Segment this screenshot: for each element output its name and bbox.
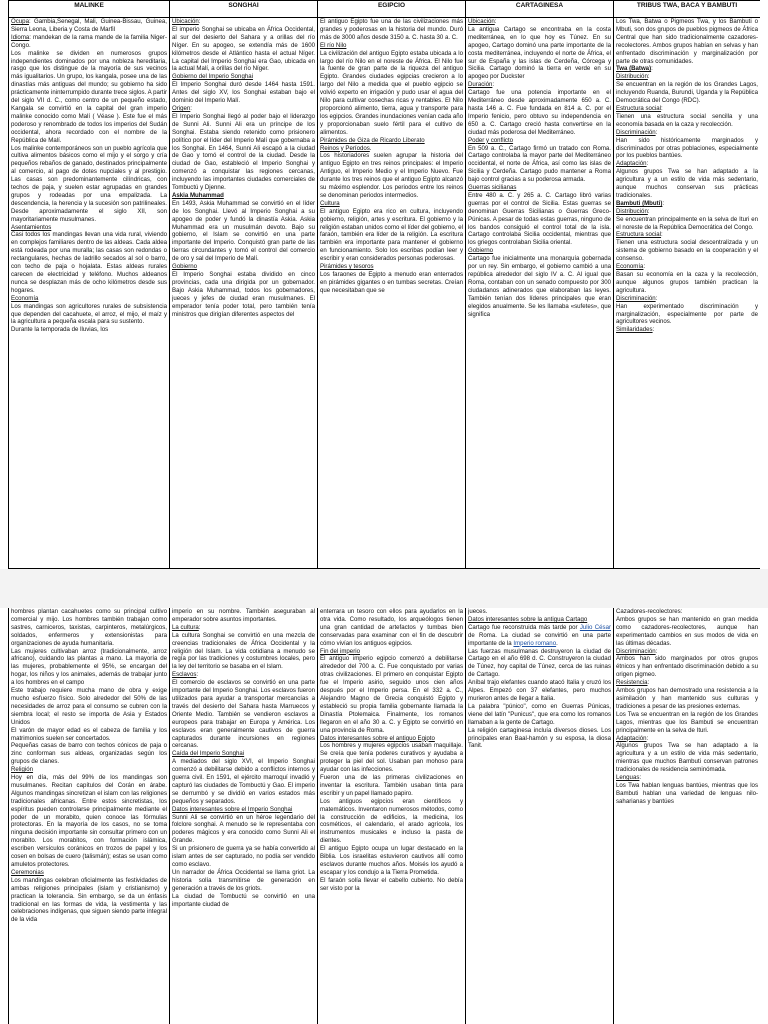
paragraph xyxy=(616,81,758,105)
paragraph xyxy=(616,608,758,616)
paragraph xyxy=(616,742,758,774)
paragraph-text: : xyxy=(198,623,201,631)
section-heading: Similaridades xyxy=(616,326,653,334)
paragraph-text: El varón de mayor edad es el cabeza de familia y los matrimonios suelen ser concertados. xyxy=(11,726,167,742)
paragraph-text: Ambos grupos han demostrado una resistencia a la asimilación y han mantenido sus culturas y tradiciones a pesar de las presiones externas. xyxy=(616,687,758,710)
paragraph-text: Las fuerzas musulmanas destruyeron la ciudad de Cartago en el año 698 d. C. Construyeron la ciudad de Túnez, hoy capital de Túnez, cerca de las ruinas de Cartago. xyxy=(468,647,611,679)
paragraph xyxy=(172,18,315,26)
section-heading: Duración xyxy=(468,81,493,89)
paragraph-text: El Imperio Songhai estaba dividido en cinco provincias, cada una dirigida por un gobernador. Bajo Askia Muhammad, todos los gobernadores, jueces y jefes de ciudad eran musulmanes. El emperador tenía poder total, pero también tenía ministros que dirigían diferentes aspectos del xyxy=(172,271,315,318)
paragraph xyxy=(468,184,611,192)
paragraph xyxy=(616,231,758,239)
paragraph xyxy=(11,224,167,232)
section-heading: El río Nilo xyxy=(320,41,347,49)
paragraph-text: Los malinke contemporáneos son un pueblo agrícola que cultiva alimentos básicos como el mijo y el sorgo y cría pequeños rebaños de ganado, destinados principalmente al comercio, al pago de dotes nupciales y al prestigio. Las casas son predominantemente cilíndricas, con techos de paja, y suelen estar agrupadas en grandes grupos y rodeadas por una empalizada. La descendencia, la herencia y la sucesión son patrilineales. Desde aproximadamente el siglo XII, son mayoritariamente musulmanes. xyxy=(11,144,167,223)
paragraph xyxy=(320,145,463,153)
paragraph xyxy=(616,616,758,648)
section-heading: Idioma xyxy=(11,33,30,41)
paragraph xyxy=(11,869,167,877)
paragraph-text: : xyxy=(643,263,646,271)
paragraph xyxy=(172,192,315,200)
paragraph-text: Sunni Ali se convirtió en un héroe legendario del folclore songhai. A menudo se le representaba con poderes mágicos y era conocido como Sunni Ali el Grande. xyxy=(172,813,315,845)
paragraph-text: : xyxy=(655,294,658,302)
section-heading: Cultura xyxy=(320,199,340,207)
section-heading: Distribución xyxy=(616,73,648,81)
paragraph-text: Los Twa hablan lenguas bantúes, mientras que los Bambuti hablan una variedad de lenguas nilo-saharianas y bantúes xyxy=(616,781,758,805)
paragraph-text: Cartago fue inicialmente una monarquía gobernada por un rey. Sin embargo, el gobierno cambió a una república alrededor del siglo IV a. C. Al igual que Roma, contaban con un senado compuesto por 300 ciudadanos adinerados que elaboraban las leyes. También tenían dos líderes principales que eran elegidos anualmente. Se les llamaba «sufetes», que significa xyxy=(468,255,611,318)
paragraph-text: Los malinke se dividen en numerosos grupos independientes dominados por una nobleza hereditaria, rasgo que los distingue de la mayoría de sus vecinos más igualitarios. Un grupo, los kangala, posee una de las dinastías más antiguas del mundo; su gobierno ha sido prácticamente ininterrumpido durante trece siglos. A partir del siglo VII d. C., como centro de un pequeño estado, Kangala se convirtió en la capital del gran imperio malinke conocido como Malí ( Véase ). Este fue el más poderoso y renombrado de todos los imperios del Sudán occidental, ahora recordado con el nombre de la República de Malí. xyxy=(11,49,167,144)
paragraph-text: Los Twa se encuentran en la región de los Grandes Lagos, mientras que los Bambuti se encuentran principalmente en la selva de Ituri. xyxy=(616,710,758,734)
section-heading: Pirámides y tesoros xyxy=(320,263,374,271)
paragraph xyxy=(172,73,315,81)
paragraph-text: Los mandingas son agricultores rurales de subsistencia que dependen del cacahuete, el arroz, el mijo, el maíz y la agricultura a pequeña escala para su sustento. xyxy=(11,302,167,326)
paragraph xyxy=(320,742,463,774)
paragraph-text: Pequeñas casas de barro con techos cónicos de paja o zinc conforman sus aldeas, organizadas según los grupos de clanes. xyxy=(11,742,167,766)
paragraph xyxy=(320,774,463,798)
section-heading: Economía xyxy=(11,294,39,302)
paragraph-text: Fueron una de las primeras civilizaciones en inventar la escritura. También usaban tinta para escribir y un papel llamado papiro. xyxy=(320,774,463,797)
paragraph xyxy=(320,50,463,137)
paragraph xyxy=(172,113,315,192)
paragraph-text: El antiguo Egipto era rico en cultura, incluyendo gobierno, religión, artes y escritura. El gobierno y la religión estaban unidos como el líder del gobierno, el faraón, también era líder de la religión. La escritura también era importante para mantener el gobierno en funcionamiento. Solo los escribas podían leer y escribir y eran considerados personas poderosas. xyxy=(320,207,463,263)
section-heading: Esclavos xyxy=(172,671,197,679)
paragraph xyxy=(616,216,758,232)
header-malinke: MALINKE xyxy=(9,1,170,18)
paragraph xyxy=(172,750,315,758)
paragraph-text: jueces. xyxy=(468,608,488,615)
section-heading: Resistencia xyxy=(616,679,648,687)
text-run: de Roma. La ciudad se convirtió en una parte importante de la xyxy=(468,631,611,647)
paragraph-text: imperio en su nombre. También aseguraban al emperador sobre asuntos importantes. xyxy=(172,608,315,623)
paragraph-text: Tienen una estructura social descentralizada y un sistema de gobierno basado en la cooperación y el consenso. xyxy=(616,239,758,263)
section-heading: Datos interesantes sobre el Imperio Songhai xyxy=(172,805,293,813)
paragraph xyxy=(616,271,758,295)
section-heading: Datos interesantes sobre la antigua Cartago xyxy=(468,615,588,623)
paragraph-text: El Imperio Songhai duró desde 1464 hasta 1591. Antes del siglo XV, los Songhai estaban bajo el dominio del Imperio Malí. xyxy=(172,81,315,105)
paragraph xyxy=(11,727,167,743)
paragraph-text: enterrara un tesoro con ellos para ayudarlos en la otra vida. Como resultado, los arqueólogos tienen una gran cantidad de artefactos y tumbas bien conservadas para examinar con el fin de descubrir cómo vivían los antiguos egipcios. xyxy=(320,608,463,647)
section-heading: Economía xyxy=(616,263,644,271)
paragraph-text: El faraón solía llevar el cabello cubierto. No debía ser visto por la xyxy=(320,876,463,892)
paragraph xyxy=(468,727,611,751)
paragraph xyxy=(320,655,463,734)
paragraph xyxy=(172,624,315,632)
paragraph xyxy=(11,766,167,774)
paragraph-text: Han sido históricamente marginados y discriminados por otras poblaciones, especialmente por los pueblos bantúes. xyxy=(616,136,758,160)
paragraph xyxy=(172,806,315,814)
paragraph xyxy=(11,648,167,688)
cell-malinke xyxy=(9,608,170,1024)
paragraph xyxy=(11,742,167,766)
paragraph-text: Casi todos los mandingas llevan una vida rural, viviendo en complejos familiares dentro de las aldeas. Cada aldea está rodeada por una muralla; las casas son redondas o rectangulares, hechas de ladrillo secados al sol o barro, con techo de paja o hojalata. Estas aldeas rurales carecen de electricidad y teléfono. Muchos aldeanos nunca se desplazan más de ocho kilómetros desde sus hogares. xyxy=(11,231,167,294)
paragraph xyxy=(616,687,758,711)
paragraph xyxy=(468,247,611,255)
paragraph-text: Los historiadores suelen agrupar la historia del antiguo Egipto en tres reinos principales: el Imperio Antiguo, el Imperio Medio y el Imperio Nuevo. Fue durante los tres reinos que el antiguo Egipto alcanzó su máximo esplendor. Los periodos entre los reinos se denominan periodos intermedios. xyxy=(320,152,463,199)
paragraph-text: : xyxy=(196,671,199,679)
paragraph xyxy=(320,263,463,271)
paragraph xyxy=(468,703,611,727)
paragraph xyxy=(172,845,315,869)
paragraph-text: : xyxy=(647,679,650,687)
paragraph xyxy=(468,81,611,89)
paragraph xyxy=(616,326,758,334)
paragraph xyxy=(616,73,758,81)
section-heading: Lenguas xyxy=(616,774,640,782)
section-heading: Pirámides de Giza de Ricardo Liberato xyxy=(320,136,425,144)
paragraph-text: Los hombres y mujeres egipcios usaban maquillaje. Se creía que tenía poderes curativos y ayudaba a proteger la piel del sol. Usaban pan mohoso para ayudar con las infecciones. xyxy=(320,742,463,774)
header-tribus: TRIBUS TWA, BACA Y BAMBUTI xyxy=(614,1,761,18)
section-heading: Reinos y Períodos xyxy=(320,144,370,152)
paragraph-text: : Gambia,Senegal, Mali, Guinea-Bissau, Guinea, Sierra Leona, Liberia y Costa de Marfil xyxy=(11,18,167,33)
paragraph-text: Si un prisionero de guerra ya se había convertido al islam antes de ser capturado, no podía ser vendido como esclavo. xyxy=(172,845,315,868)
paragraph-text: Este trabajo requiere mucha mano de obra y exige mucho esfuerzo físico. Solo alrededor del 50% de las necesidades de arroz para el consumo se cubren con la siembra local; el resto se importa de Asia y Estados Unidos xyxy=(11,687,167,726)
paragraph xyxy=(616,263,758,271)
paragraph-text: Tienen una estructura social sencilla y una economía basada en la caza y recolección. xyxy=(616,112,758,128)
paragraph xyxy=(320,18,463,42)
section-heading: Caída del Imperio Songhai xyxy=(172,750,245,758)
paragraph xyxy=(320,271,463,295)
paragraph xyxy=(320,42,463,50)
paragraph xyxy=(616,160,758,168)
paragraph xyxy=(320,798,463,845)
comparison-table xyxy=(8,0,760,569)
cell-egipcio xyxy=(318,608,466,1024)
paragraph xyxy=(172,271,315,318)
paragraph xyxy=(172,814,315,846)
section-heading: Discriminación xyxy=(616,647,656,655)
section-heading: Gobierno xyxy=(468,247,494,255)
section-heading: La cultura xyxy=(172,623,199,631)
paragraph xyxy=(616,105,758,113)
paragraph-text: : xyxy=(647,207,650,215)
paragraph-text: A mediados del siglo XVI, el Imperio Songhai comenzó a debilitarse debido a conflictos internos y guerra civil. En 1591, el ejército marroquí invadió y capturó las ciudades de Tombuctú y Gao. El imperio se derrumbó y se dividió en varios estados más pequeños y separados. xyxy=(172,758,315,805)
section-heading: Ocupa xyxy=(11,18,29,25)
section-heading: Origen xyxy=(172,104,191,112)
paragraph xyxy=(468,648,611,680)
table-header-row xyxy=(9,1,761,18)
paragraph-text: La cultura Songhai se convirtió en una mezcla de creencias tradicionales de África Occidental y la religión del Islam. La vida cotidiana a menudo se regía por las tradiciones y costumbres locales, pero la ley del territorio se basaba en el Islam. xyxy=(172,631,315,671)
paragraph xyxy=(172,671,315,679)
paragraph xyxy=(172,81,315,105)
paragraph-text: La palabra "púnico", como en Guerras Púnicas, viene del latín "Punicus", que era como los romanos llamaban a la gente de Cartago. xyxy=(468,702,611,726)
paragraph xyxy=(468,679,611,703)
paragraph xyxy=(320,877,463,893)
paragraph-text: : xyxy=(646,734,649,742)
document-page-2 xyxy=(8,608,760,1024)
paragraph xyxy=(616,679,758,687)
paragraph-text: : xyxy=(661,231,663,239)
paragraph xyxy=(616,129,758,137)
paragraph xyxy=(172,679,315,750)
section-heading: Bambuti (Mbuti) xyxy=(616,199,663,207)
paragraph xyxy=(616,168,758,200)
paragraph-text: Los antiguos egipcios eran científicos y matemáticos. Inventaron numerosos métodos, como la construcción de edificios, la medicina, los cosméticos, el calendario, el arado agrícola, los instrumentos musicales e incluso la pasta de dientes. xyxy=(320,797,463,845)
section-heading: Discriminación xyxy=(616,294,656,302)
paragraph-text: hombres plantan cacahuetes como su principal cultivo comercial y mijo. Los hombres también trabajan como sastres, carniceros, taxistas, carpinteros, metalúrgicos, soldados, enfermeros y extensionistas para organizaciones de ayuda humanitaria. xyxy=(11,608,167,647)
cell-malinke xyxy=(9,18,170,570)
table-row xyxy=(9,608,761,1024)
paragraph-text: : xyxy=(661,104,663,112)
paragraph xyxy=(172,758,315,805)
section-heading: Asentamientos xyxy=(11,223,52,231)
paragraph xyxy=(172,869,315,893)
section-heading: Gobierno del Imperio Songhai xyxy=(172,73,253,81)
paragraph-text: Durante la temporada de lluvias, los xyxy=(11,326,109,334)
header-songhai: SONGHAI xyxy=(170,1,318,18)
header-cartaginesa: CARTAGINESA xyxy=(466,1,614,18)
text-run: Cartago fue reconstruida más tarde por xyxy=(468,623,580,631)
section-heading: Gobierno xyxy=(172,263,198,271)
paragraph-text: Entre 480 a. C. y 265 a. C. Cartago libró varias guerras por el control de Sicilia. Estas guerras se denominan Guerras Sicilianas o Guerras Greco-Púnicas. A pesar de todas estas guerras, ninguno de los bandos consiguió el control total de la isla. Cartago controlaba Sicilia occidental, mientras que los griegos controlaban Sicilia oriental. xyxy=(468,191,611,247)
paragraph-text: Se encuentran principalmente en la selva de Ituri en el noreste de la República Democrática del Congo. xyxy=(616,215,758,231)
paragraph xyxy=(616,239,758,263)
paragraph xyxy=(172,632,315,672)
section-heading: Estructura social xyxy=(616,231,662,239)
paragraph xyxy=(172,26,315,73)
paragraph-text: La ciudad de Tombuctú se convirtió en una importante ciudad de xyxy=(172,892,315,908)
paragraph xyxy=(320,845,463,877)
paragraph-text: El comercio de esclavos se convirtió en una parte importante del Imperio Songhai. Los esclavos fueron utilizados para ayudar a transportar mercancías a través del desierto del Sahara hasta Marruecos y Oriente Medio. También se vendieron esclavos a europeos para trabajar en Europa y América. Los esclavos eran generalmente cautivos de guerra capturados durante incursiones en regiones cercanas. xyxy=(172,679,315,750)
section-heading: Discriminación xyxy=(616,128,656,136)
paragraph-text: : xyxy=(647,73,650,81)
paragraph xyxy=(468,192,611,247)
paragraph xyxy=(616,648,758,656)
paragraph-text: La civilización del antiguo Egipto estaba ubicada a lo largo del río Nilo en el noreste de África. El Nilo fue la fuente de gran parte de la riqueza del antiguo Egipto. Grandes ciudades egipcias crecieron a lo largo del Nilo a medida que el pueblo egipcio se volvió experto en irrigación y pudo usar el agua del Nilo para cultivar cosechas ricas y rentables. El Nilo proporcionó alimento, tierra, agua y transporte para los egipcios. Grandes inundaciones venían cada año y proporcionaban suelo fértil para el cultivo de alimentos. xyxy=(320,49,463,136)
page-gap xyxy=(0,569,768,608)
paragraph xyxy=(616,782,758,806)
section-heading: Estructura social xyxy=(616,104,662,112)
paragraph-text: La antigua Cartago se encontraba en la costa mediterránea, en lo que hoy es Túnez. En su apogeo, Cartago dominó una parte importante de la costa mediterránea, incluyendo el norte de África, el sur de España y las islas de Cerdeña, Córcega y Sicilia. Cartago dominó la tierra en verde en su apogeo por Duckster xyxy=(468,25,611,81)
paragraph-text: : xyxy=(651,65,653,73)
paragraph xyxy=(320,208,463,263)
paragraph xyxy=(11,295,167,303)
paragraph-text: : xyxy=(662,199,665,207)
paragraph-text: El antiguo Egipto fue una de las civilizaciones más grandes y poderosas en la historia del mundo. Duró más de 3000 años desde 3150 a. C. hasta 30 a. C. xyxy=(320,18,463,41)
paragraph-text: : xyxy=(655,128,658,136)
table-row xyxy=(9,18,761,570)
inline-link[interactable]: Imperio romano xyxy=(513,639,557,647)
paragraph xyxy=(172,200,315,263)
paragraph xyxy=(468,255,611,318)
cell-egipcio xyxy=(318,18,466,570)
paragraph xyxy=(172,263,315,271)
paragraph-text: Se encuentran en la región de los Grandes Lagos, incluyendo Ruanda, Burundi, Uganda y la República Democrática del Congo (RDC). xyxy=(616,81,758,105)
paragraph-text: Cartago fue una potencia importante en el Mediterráneo desde aproximadamente 650 a. C. hasta 146 a. C. Fue fundada en 814 a. C. por el Imperio fenicio, pero obtuvo su independencia en 650 a. C. Cartago creció hasta convertirse en la ciudad más poderosa del Mediterráneo. xyxy=(468,89,611,136)
paragraph xyxy=(616,65,758,73)
paragraph-text: En 509 a. C., Cartago firmó un tratado con Roma. Cartago controlaba la mayor parte del Mediterráneo occidental, el norte de África, así como las islas de Sicilia y Cerdeña. Cartago pudo mantener a Roma bajo control gracias a su poderosa armada. xyxy=(468,144,611,184)
paragraph xyxy=(468,26,611,81)
cell-songhai xyxy=(170,608,318,1024)
paragraph xyxy=(616,303,758,327)
paragraph-text: : xyxy=(655,647,658,655)
cell-cartaginesa xyxy=(466,608,614,1024)
paragraph xyxy=(616,113,758,129)
paragraph xyxy=(11,145,167,224)
paragraph-text: El imperio Songhai se ubicaba en África Occidental, al sur del desierto del Sahara y a orillas del río Níger. En su apogeo, se extendía más de 1600 kilómetros desde el Atlántico hasta el actual Níger. La capital del Imperio Songhai era Gao, ubicada en la actual Malí, a orillas del río Níger. xyxy=(172,25,315,73)
paragraph-text: Han experimentado discriminación y marginalización, especialmente por parte de agricultores vecinos. xyxy=(616,302,758,326)
paragraph xyxy=(320,200,463,208)
paragraph xyxy=(11,303,167,327)
paragraph-text: Hoy en día, más del 99% de los mandingas son musulmanes. Recitan capítulos del Corán en árabe. Algunos mandingas sincretizan el islam con las religiones tradicionales africanas. Entre estos sincretistas, los espíritus pueden controlarse principalmente mediante el poder de un morabito, quien conoce las fórmulas protectoras. En la mayoría de los casos, no se toma ninguna decisión importante sin consultar primero con un morabito. Los morabitos, con formación islámica, escriben versículos coránicos en trozos de papel y los cosen en bolsas de cuero (talismán); estas se usan como amuletos protectores. xyxy=(11,774,167,868)
paragraph xyxy=(11,50,167,145)
paragraph xyxy=(320,735,463,743)
paragraph-text: : xyxy=(652,326,655,334)
section-heading: Poder y conflicto xyxy=(468,136,514,144)
text-run: . xyxy=(556,639,558,647)
paragraph xyxy=(320,152,463,199)
paragraph xyxy=(11,608,167,648)
paragraph xyxy=(616,200,758,208)
paragraph-text: Ambos grupos se han mantenido en gran medida como cazadores-recolectores, aunque han experimentado cambios en sus modos de vida en las últimas décadas. xyxy=(616,615,758,647)
cell-songhai xyxy=(170,18,318,570)
paragraph xyxy=(11,687,167,727)
section-heading: Adaptación xyxy=(616,160,647,168)
section-heading: Fin del imperio xyxy=(320,647,360,655)
paragraph xyxy=(11,34,167,50)
paragraph xyxy=(320,608,463,648)
section-heading: Ceremonias xyxy=(11,868,44,876)
paragraph-text: : xyxy=(646,160,649,168)
paragraph xyxy=(616,774,758,782)
section-heading: Askia Muhammad xyxy=(172,191,224,199)
paragraph-text: Los mandingas celebran oficialmente las festividades de ambas religiones principales (islam y cristianismo) y practican la tolerancia. Sin embargo, se da un énfasis tradicional en las formas de vida, la vestimenta y las celebraciones indígenas, que siguen siendo parte integral de la vida xyxy=(11,876,167,924)
paragraph-text: Los faraones de Egipto a menudo eran enterrados en pirámides gigantes o en tumbas secretas. Creían que necesitaban que se xyxy=(320,271,463,294)
paragraph xyxy=(11,774,167,869)
paragraph xyxy=(11,326,167,334)
paragraph xyxy=(468,137,611,145)
paragraph-text: Un narrador de África Occidental se llama griot. La historia solía transmitirse de generación en generación a través de los griots. xyxy=(172,868,315,892)
paragraph xyxy=(616,137,758,161)
header-egipcio: EGIPCIO xyxy=(318,1,466,18)
paragraph xyxy=(468,624,611,648)
paragraph xyxy=(320,648,463,656)
paragraph-text: El antiguo Egipto ocupa un lugar destacado en la Biblia. Los israelitas estuvieron cautivos allí como esclavos durante muchos años. Moisés los ayudó a escapar y los condujo a la Tierra Prometida. xyxy=(320,845,463,876)
paragraph-text: : xyxy=(190,104,192,112)
paragraph xyxy=(11,18,167,34)
section-heading: Datos interesantes sobre el antiguo Egipto xyxy=(320,734,435,742)
paragraph xyxy=(172,105,315,113)
paragraph-text: : xyxy=(198,18,201,25)
paragraph-text: La religión cartaginesa incluía diversos dioses. Los principales eran Baal-hamón y su esposa, la diosa Tanit. xyxy=(468,726,611,750)
paragraph xyxy=(468,145,611,185)
paragraph-text: : xyxy=(639,774,642,782)
paragraph-text: Algunos grupos Twa se han adaptado a la agricultura y a un estilo de vida más sedentario, aunque muchos conservan sus prácticas tradicionales. xyxy=(616,168,758,199)
section-heading: Religión xyxy=(11,766,34,774)
comparison-table-continued xyxy=(8,608,760,1024)
paragraph-text: Las mujeres cultivaban arroz (tradicionalmente, arroz africano), cuidando las plantas a mano. La mayoría de las mujeres, probablemente el 95%, se encargan del hogar, los niños y los animales, además de trabajar junto a los hombres en el campo xyxy=(11,647,167,687)
inline-link[interactable]: Julio César xyxy=(579,623,611,631)
paragraph-text: : xyxy=(494,18,497,25)
paragraph xyxy=(468,89,611,136)
paragraph xyxy=(616,711,758,735)
paragraph xyxy=(172,893,315,909)
paragraph-text: Algunos grupos Twa se han adaptado a la agricultura y a un estilo de vida más sedentario, mientras que muchos Bambuti conservan patrones tradicionales de residencia seminómada. xyxy=(616,742,758,774)
paragraph-text: El antiguo imperio egipcio comenzó a debilitarse alrededor del 700 a. C. Fue conquistado por varias otras civilizaciones. El primero en conquistar Egipto fue el Imperio asirio, seguido unos cien años después por el Imperio persa. En el 332 a. C., Alejandro Magno de Grecia conquistó Egipto y estableció su propia familia gobernante llamada la Dinastía Ptolemaica. Finalmente, los romanos llegaron en el año 30 a. C. y Egipto se convirtió en una provincia de Roma. xyxy=(320,655,463,734)
section-heading: Guerras sicilianas xyxy=(468,184,517,192)
section-heading: Ubicación xyxy=(172,18,199,25)
paragraph-text: . xyxy=(369,144,372,152)
paragraph xyxy=(616,295,758,303)
paragraph xyxy=(616,18,758,65)
cell-tribus xyxy=(614,18,761,570)
paragraph xyxy=(616,655,758,679)
paragraph xyxy=(320,137,463,145)
paragraph-text: Basan su economía en la caza y la recolección, aunque algunos grupos también practican la agricultura. xyxy=(616,271,758,294)
section-heading: Twa (Batwa) xyxy=(616,65,652,73)
document-page-1 xyxy=(8,0,760,569)
paragraph xyxy=(616,208,758,216)
paragraph xyxy=(11,877,167,924)
paragraph-text: : mandekan de la rama mande de la familia Niger-Congo. xyxy=(11,33,167,49)
paragraph xyxy=(468,18,611,26)
paragraph xyxy=(468,608,611,616)
paragraph-text: : xyxy=(492,81,495,89)
paragraph-text: Ambos han sido marginados por otros grupos étnicos y han enfrentado discriminación debido a su origen pigmeo. xyxy=(616,655,758,679)
paragraph-text: El Imperio Songhai llegó al poder bajo el liderazgo de Sunni Ali. Sunni Ali era un príncipe de los Songhai. Estaba siendo retenido como prisionero político por el líder del Imperio Malí que gobernaba a los Songhai. En 1464, Sunni Ali escapó a la ciudad de Gao y tomó el control de la ciudad. Desde la ciudad de Gao, estableció el Imperio Songhai y comenzó a conquistar las regiones cercanas, incluyendo las importantes ciudades comerciales de Tombuctú y Djenne. xyxy=(172,112,315,192)
paragraph xyxy=(616,735,758,743)
paragraph xyxy=(11,231,167,294)
paragraph-text: En 1493, Askia Muhammad se convirtió en el líder de los Songhai. Llevó al Imperio Songhai a su apogeo de poder y fundó la dinastía Askia. Askia Muhammad era un musulmán devoto. Bajo su gobierno, el Islam se convirtió en una parte importante del Imperio. Conquistó gran parte de las tierras circundantes y tomó el control del comercio de oro y sal del Imperio de Malí. xyxy=(172,199,315,263)
paragraph-text: Los Twa, Batwa o Pigmeos Twa, y los Bambuti o Mbuti, son dos grupos de pueblos pigmeos de África Central que han sido tradicionalmente cazadores-recolectores. Ambos grupos habían en selvas y han enfrentado discriminación y marginalización por parte de otras comunidades. xyxy=(616,18,758,65)
paragraph xyxy=(468,616,611,624)
cell-tribus xyxy=(614,608,761,1024)
section-heading: Ubicación xyxy=(468,18,495,25)
cell-cartaginesa xyxy=(466,18,614,570)
paragraph xyxy=(172,608,315,624)
section-heading: Adaptación xyxy=(616,734,647,742)
section-heading: Distribución xyxy=(616,207,648,215)
paragraph-text: Aníbal trajo elefantes cuando atacó Italia y cruzó los Alpes. Empezó con 37 elefantes, pero muchos murieron antes de llegar a Italia. xyxy=(468,679,611,702)
paragraph-text: Cazadores-recolectores: xyxy=(616,608,683,615)
